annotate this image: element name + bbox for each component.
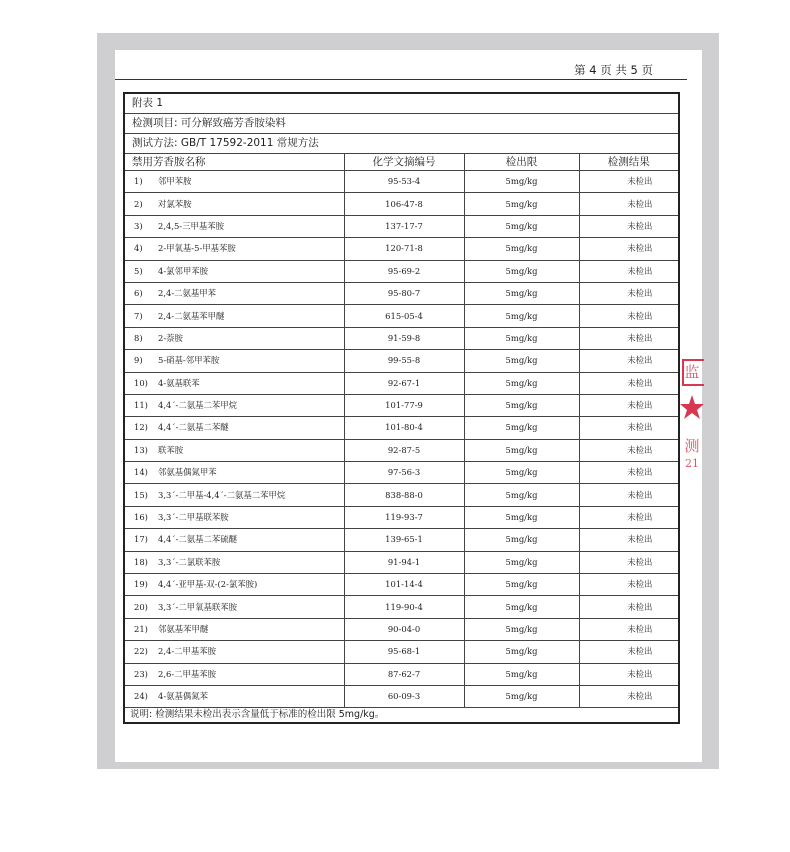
test-result: 未检出 — [579, 327, 679, 349]
amine-name-text: 3,3΄-二甲基-4,4΄-二氨基二苯甲烷 — [158, 489, 286, 500]
amine-name-text: 3,3΄-二甲氧基联苯胺 — [158, 601, 237, 612]
detection-limit: 5mg/kg — [464, 215, 579, 237]
page-number: 第 4 页 共 5 页 — [574, 63, 653, 77]
row-index: 12) — [134, 422, 148, 433]
amine-name-text: 3,3΄-二甲基联苯胺 — [158, 512, 229, 523]
detection-limit: 5mg/kg — [464, 171, 579, 193]
detection-limit: 5mg/kg — [464, 193, 579, 215]
column-header-limit: 检出限 — [464, 154, 579, 171]
test-result: 未检出 — [579, 171, 679, 193]
row-index: 17) — [134, 534, 148, 545]
detection-limit: 5mg/kg — [464, 305, 579, 327]
amine-name-text: 5-硝基-邻甲苯胺 — [158, 355, 220, 366]
table-row — [124, 663, 679, 685]
test-result: 未检出 — [579, 417, 679, 439]
table-row — [124, 618, 679, 640]
table-row — [124, 238, 679, 260]
amine-name-text: 3,3΄-二氯联苯胺 — [158, 556, 221, 567]
row-index: 9) — [134, 355, 143, 366]
row-index: 24) — [134, 691, 148, 702]
amine-name — [124, 417, 344, 439]
detection-limit: 5mg/kg — [464, 596, 579, 618]
amine-name-text: 4-氯邻甲苯胺 — [158, 265, 209, 276]
row-index: 7) — [134, 310, 143, 321]
cas-number: 91-94-1 — [344, 551, 464, 573]
test-result: 未检出 — [579, 394, 679, 416]
detection-limit: 5mg/kg — [464, 641, 579, 663]
cas-number: 106-47-8 — [344, 193, 464, 215]
row-index: 5) — [134, 265, 143, 276]
amine-name — [124, 551, 344, 573]
stamp-text: 21 — [685, 457, 699, 470]
seal-stamp — [678, 355, 706, 475]
table-row — [124, 462, 679, 484]
cas-number: 101-80-4 — [344, 417, 464, 439]
test-result: 未检出 — [579, 282, 679, 304]
detection-limit: 5mg/kg — [464, 618, 579, 640]
row-index: 16) — [134, 512, 148, 523]
row-index: 23) — [134, 668, 148, 679]
cas-number: 838-88-0 — [344, 484, 464, 506]
detection-limit: 5mg/kg — [464, 238, 579, 260]
table-header-row — [124, 154, 679, 171]
cas-number: 137-17-7 — [344, 215, 464, 237]
amine-name-text: 2,4,5-三甲基苯胺 — [158, 220, 225, 231]
test-result: 未检出 — [579, 215, 679, 237]
amine-name-text: 2-萘胺 — [158, 332, 183, 343]
detection-limit: 5mg/kg — [464, 506, 579, 528]
detection-limit: 5mg/kg — [464, 462, 579, 484]
detection-limit: 5mg/kg — [464, 529, 579, 551]
row-index: 10) — [134, 377, 148, 388]
amine-name — [124, 618, 344, 640]
row-index: 4) — [134, 243, 143, 254]
test-item: 检测项目: 可分解致癌芳香胺染料 — [124, 114, 679, 134]
column-header-result: 检测结果 — [579, 154, 679, 171]
cas-number: 120-71-8 — [344, 238, 464, 260]
cas-number: 101-14-4 — [344, 574, 464, 596]
test-result: 未检出 — [579, 506, 679, 528]
test-result: 未检出 — [579, 350, 679, 372]
row-index: 21) — [134, 624, 148, 634]
table-row — [124, 574, 679, 596]
detection-limit: 5mg/kg — [464, 551, 579, 573]
amine-name — [124, 215, 344, 237]
amine-name — [124, 685, 344, 707]
table-note: 说明: 检测结果未检出表示含量低于标准的检出限 5mg/kg。 — [124, 708, 679, 724]
row-index: 2) — [134, 198, 143, 209]
amine-name-text: 4,4΄-二氨基二苯甲烷 — [158, 400, 237, 411]
table-row — [124, 394, 679, 416]
cas-number: 119-93-7 — [344, 506, 464, 528]
row-index: 19) — [134, 579, 148, 590]
test-result: 未检出 — [579, 663, 679, 685]
table-row — [124, 327, 679, 349]
results-table — [123, 92, 680, 724]
test-result: 未检出 — [579, 685, 679, 707]
amine-name-text: 4,4΄-二氨基二苯醚 — [158, 422, 229, 433]
amine-name-text: 4-氨基偶氮苯 — [158, 691, 209, 702]
cas-number: 615-05-4 — [344, 305, 464, 327]
table-row — [124, 484, 679, 506]
amine-name — [124, 484, 344, 506]
amine-name-text: 2,4-二氨基甲苯 — [158, 288, 217, 299]
amine-name — [124, 238, 344, 260]
test-result: 未检出 — [579, 193, 679, 215]
table-row — [124, 596, 679, 618]
amine-name-text: 联苯胺 — [158, 444, 184, 455]
table-row — [124, 215, 679, 237]
table-row — [124, 305, 679, 327]
cas-number: 97-56-3 — [344, 462, 464, 484]
amine-name — [124, 506, 344, 528]
detection-limit: 5mg/kg — [464, 574, 579, 596]
cas-number: 87-62-7 — [344, 663, 464, 685]
test-result: 未检出 — [579, 618, 679, 640]
stamp-text: 监 — [684, 363, 700, 381]
test-method: 测试方法: GB/T 17592-2011 常规方法 — [124, 134, 679, 154]
cas-number: 95-53-4 — [344, 171, 464, 193]
test-result: 未检出 — [579, 596, 679, 618]
detection-limit: 5mg/kg — [464, 439, 579, 461]
amine-name — [124, 439, 344, 461]
amine-name — [124, 641, 344, 663]
row-index: 13) — [134, 444, 148, 455]
table-caption: 附表 1 — [124, 93, 679, 114]
test-result: 未检出 — [579, 462, 679, 484]
test-result: 未检出 — [579, 238, 679, 260]
test-result: 未检出 — [579, 439, 679, 461]
amine-name-text: 4-氨基联苯 — [158, 377, 200, 388]
detection-limit: 5mg/kg — [464, 663, 579, 685]
amine-name-text: 2,4-二氨基苯甲醚 — [158, 310, 225, 321]
cas-number: 101-77-9 — [344, 394, 464, 416]
table-row — [124, 685, 679, 707]
cas-number: 95-69-2 — [344, 260, 464, 282]
amine-name — [124, 193, 344, 215]
cas-number: 60-09-3 — [344, 685, 464, 707]
table-row — [124, 282, 679, 304]
detection-limit: 5mg/kg — [464, 484, 579, 506]
test-result: 未检出 — [579, 529, 679, 551]
row-index: 22) — [134, 646, 148, 657]
row-index: 6) — [134, 288, 143, 299]
amine-name-text: 2,4-二甲基苯胺 — [158, 646, 217, 657]
cas-number: 92-67-1 — [344, 372, 464, 394]
test-result: 未检出 — [579, 305, 679, 327]
row-index: 1) — [134, 176, 143, 187]
amine-name — [124, 260, 344, 282]
table-row — [124, 260, 679, 282]
detection-limit: 5mg/kg — [464, 282, 579, 304]
detection-limit: 5mg/kg — [464, 260, 579, 282]
table-row — [124, 641, 679, 663]
page-header — [115, 63, 687, 80]
amine-name-text: 邻氨基偶氮甲苯 — [158, 467, 217, 478]
cas-number: 91-59-8 — [344, 327, 464, 349]
detection-limit: 5mg/kg — [464, 685, 579, 707]
amine-name-text: 对氯苯胺 — [158, 198, 192, 209]
row-index: 11) — [134, 400, 148, 411]
row-index: 14) — [134, 467, 148, 478]
amine-name — [124, 529, 344, 551]
table-row — [124, 417, 679, 439]
detection-limit: 5mg/kg — [464, 417, 579, 439]
row-index: 15) — [134, 489, 148, 500]
test-result: 未检出 — [579, 551, 679, 573]
stamp-text: 测 — [684, 437, 700, 455]
table-row — [124, 193, 679, 215]
amine-name-text: 邻甲苯胺 — [158, 176, 192, 187]
test-result: 未检出 — [579, 574, 679, 596]
test-result: 未检出 — [579, 484, 679, 506]
test-result: 未检出 — [579, 260, 679, 282]
amine-name-text: 邻氨基苯甲醚 — [158, 624, 209, 634]
row-index: 18) — [134, 556, 148, 567]
amine-name — [124, 663, 344, 685]
row-index: 20) — [134, 601, 148, 612]
cas-number: 95-80-7 — [344, 282, 464, 304]
amine-name — [124, 305, 344, 327]
amine-name-text: 2-甲氧基-5-甲基苯胺 — [158, 243, 236, 254]
column-header-cas: 化学文摘编号 — [344, 154, 464, 171]
cas-number: 139-65-1 — [344, 529, 464, 551]
amine-name-text: 4,4΄-亚甲基-双-(2-氯苯胺) — [158, 579, 258, 590]
detection-limit: 5mg/kg — [464, 350, 579, 372]
amine-name-text: 4,4΄-二氨基二苯硫醚 — [158, 534, 237, 545]
amine-name — [124, 171, 344, 193]
amine-name — [124, 462, 344, 484]
table-row — [124, 439, 679, 461]
row-index: 8) — [134, 332, 143, 343]
test-result: 未检出 — [579, 372, 679, 394]
cas-number: 119-90-4 — [344, 596, 464, 618]
table-row — [124, 506, 679, 528]
test-result: 未检出 — [579, 641, 679, 663]
table-row — [124, 551, 679, 573]
table-row — [124, 350, 679, 372]
amine-name — [124, 394, 344, 416]
amine-name-text: 2,6-二甲基苯胺 — [158, 668, 217, 679]
amine-name — [124, 574, 344, 596]
cas-number: 92-87-5 — [344, 439, 464, 461]
table-row — [124, 529, 679, 551]
column-header-name: 禁用芳香胺名称 — [124, 154, 344, 171]
row-index: 3) — [134, 220, 143, 231]
amine-name — [124, 596, 344, 618]
amine-name — [124, 372, 344, 394]
detection-limit: 5mg/kg — [464, 394, 579, 416]
detection-limit: 5mg/kg — [464, 372, 579, 394]
amine-name — [124, 350, 344, 372]
amine-name — [124, 282, 344, 304]
cas-number: 90-04-0 — [344, 618, 464, 640]
table-row — [124, 171, 679, 193]
detection-limit: 5mg/kg — [464, 327, 579, 349]
amine-name — [124, 327, 344, 349]
cas-number: 95-68-1 — [344, 641, 464, 663]
table-row — [124, 372, 679, 394]
cas-number: 99-55-8 — [344, 350, 464, 372]
